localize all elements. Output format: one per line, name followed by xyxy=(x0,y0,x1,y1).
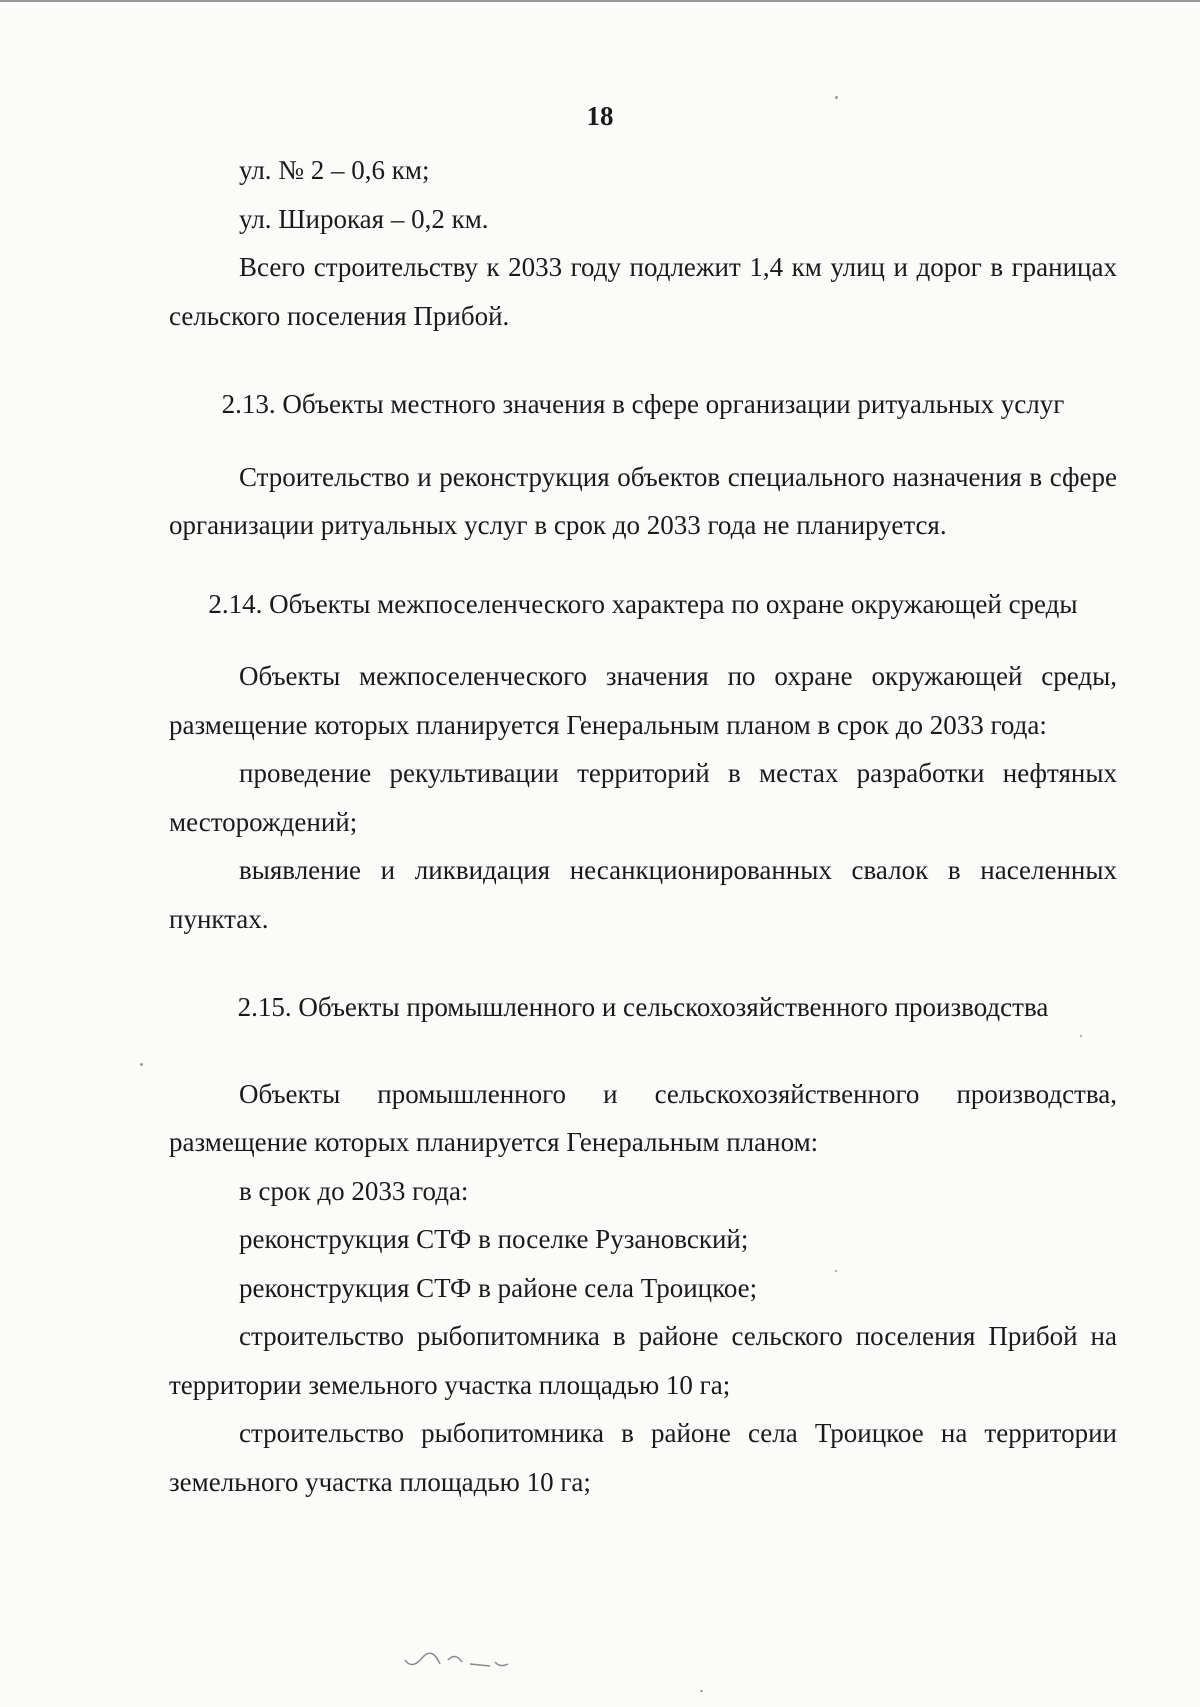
line-reconstruction-ruzanovsky: реконструкция СТФ в поселке Рузановский; xyxy=(239,1224,749,1254)
paragraph-industrial-objects: Объекты промышленного и сельскохозяйственного производства, размещение которых планируется Генеральным планом: xyxy=(169,1078,1117,1157)
paragraph-environment-objects: Объекты межпоселенческого значения по охране окружающей среды, размещение которых планируется Генеральным планом в срок до 2033 года: xyxy=(169,661,1117,740)
page-number: 18 xyxy=(586,101,614,131)
line-reconstruction-troitskoe: реконструкция СТФ в районе села Троицкое; xyxy=(239,1272,758,1303)
scan-speck xyxy=(140,1063,143,1066)
scan-speck xyxy=(1080,1035,1082,1037)
street-line-1: ул. № 2 – 0,6 км; xyxy=(239,155,430,185)
paragraph-fish-farm-priboy: строительство рыбопитомника в районе сельского поселения Прибой на территории земельного участка площадью 10 га; xyxy=(169,1321,1117,1400)
paragraph-recultivation: проведение рекультивации территорий в местах разработки нефтяных месторождений; xyxy=(169,758,1117,837)
section-heading-2-14: 2.14. Объекты межпоселенческого характера по охране окружающей среды xyxy=(208,588,1078,619)
handwritten-mark xyxy=(400,1640,540,1680)
paragraph-fish-farm-troitskoe: строительство рыбопитомника в районе села Троицкое на территории земельного участка площадью 10 га; xyxy=(169,1418,1117,1497)
street-line-2: ул. Широкая – 0,2 км. xyxy=(239,203,489,234)
section-heading-2-15: 2.15. Объекты промышленного и сельскохозяйственного производства xyxy=(237,992,1049,1022)
scan-top-edge xyxy=(0,0,1200,2)
paragraph-ritual-services: Строительство и реконструкция объектов специального назначения в сфере организации ритуальных услуг в срок до 2033 года не планируется. xyxy=(169,461,1117,540)
paragraph-landfills: выявление и ликвидация несанкционированных свалок в населенных пунктах. xyxy=(169,855,1117,934)
paragraph-total-construction: Всего строительству к 2033 году подлежит 1,4 км улиц и дорог в границах сельского поселения Прибой. xyxy=(169,252,1117,331)
document-body xyxy=(169,146,1117,1506)
section-heading-2-13: 2.13. Объекты местного значения в сфере организации ритуальных услуг xyxy=(221,389,1065,419)
scan-speck xyxy=(835,1270,837,1272)
scan-speck xyxy=(835,96,838,99)
scan-speck xyxy=(700,1690,703,1692)
line-term-2033: в срок до 2033 года: xyxy=(239,1175,469,1206)
